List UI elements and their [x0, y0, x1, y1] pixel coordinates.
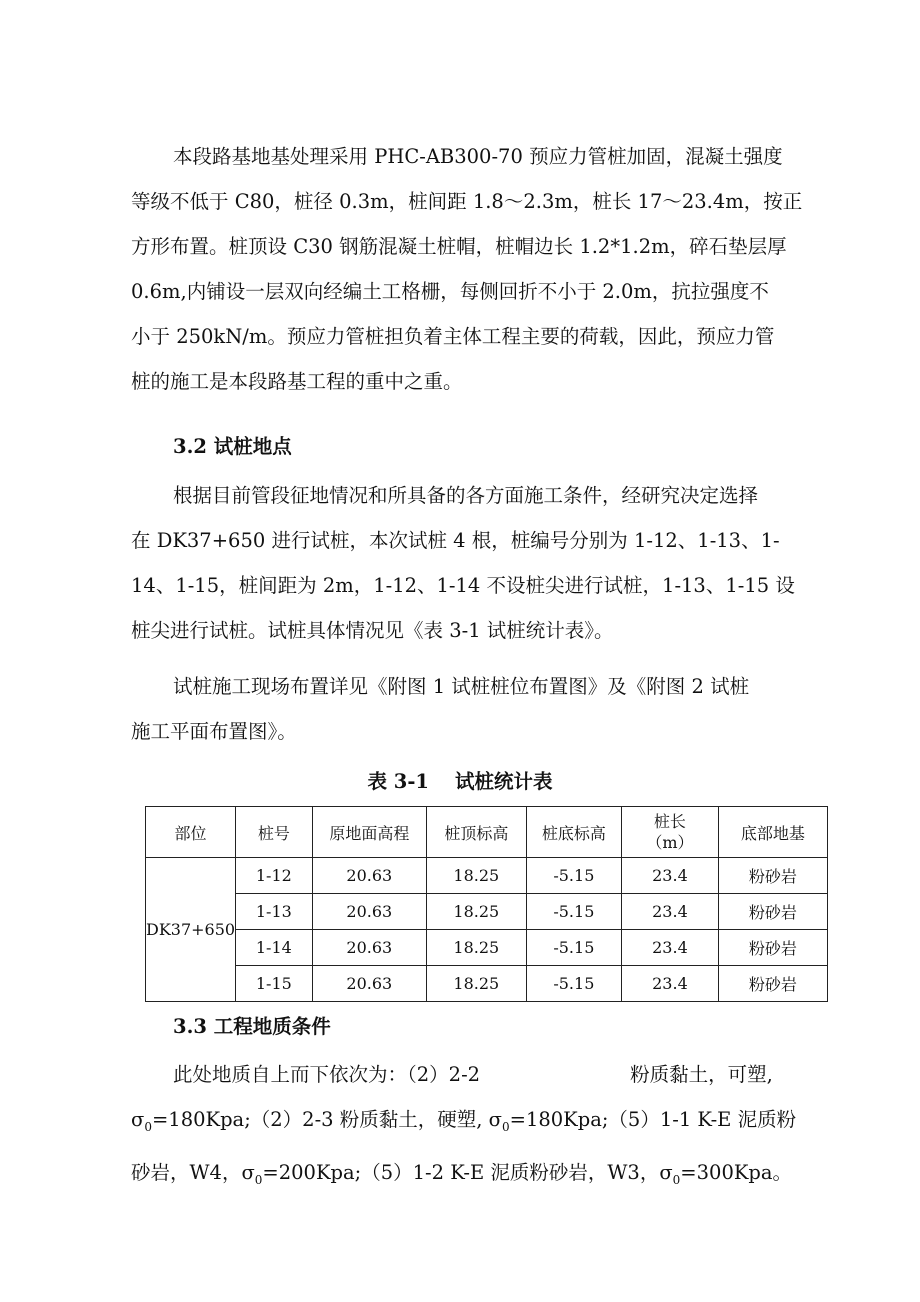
header-bottom-elevation: 桩底标高	[526, 807, 622, 858]
intro-line: 等级不低于 C80，桩径 0.3m，桩间距 1.8～2.3m，桩长 17～23.4m，按正	[131, 190, 803, 213]
cell-bottom: -5.15	[526, 858, 622, 894]
paragraph-line: 在 DK37+650 进行试桩，本次试桩 4 根，桩编号分别为 1-12、1-13、1-	[131, 529, 780, 552]
pile-statistics-table	[145, 806, 828, 1002]
sigma-symbol: σ	[488, 1108, 502, 1131]
table-row	[146, 858, 828, 894]
intro-line: 小于 250kN/m。预应力管桩担负着主体工程主要的荷载，因此，预应力管	[131, 325, 775, 348]
geology-paragraph	[131, 1052, 831, 1203]
header-location: 部位	[146, 807, 236, 858]
paragraph-line: 14、1-15，桩间距为 2m，1-12、1-14 不设桩尖进行试桩，1-13、1-15 设	[131, 574, 795, 597]
table-caption	[0, 767, 920, 797]
intro-paragraph	[131, 134, 831, 404]
cell-length: 23.4	[622, 858, 719, 894]
table-row	[146, 930, 828, 966]
paragraph-line	[131, 1150, 831, 1203]
header-pile-no: 桩号	[236, 807, 313, 858]
cell-base: 粉砂岩	[718, 894, 827, 930]
cell-top: 18.25	[427, 930, 527, 966]
section-3-2-paragraph	[131, 473, 831, 653]
cell-pile-no: 1-15	[236, 966, 313, 1002]
section-heading-3-3: 3.3 工程地质条件	[173, 1015, 331, 1038]
cell-ground: 20.63	[312, 858, 426, 894]
cell-top: 18.25	[427, 858, 527, 894]
cell-base: 粉砂岩	[718, 966, 827, 1002]
section-heading-3-2: 3.2 试桩地点	[173, 435, 292, 458]
paragraph-line: 桩尖进行试桩。试桩具体情况见《表 3-1 试桩统计表》。	[131, 619, 614, 642]
cell-pile-no: 1-12	[236, 858, 313, 894]
sigma-symbol: σ	[659, 1160, 673, 1184]
cell-bottom: -5.15	[526, 930, 622, 966]
cell-pile-no: 1-14	[236, 930, 313, 966]
cell-top: 18.25	[427, 966, 527, 1002]
geology-text: 粉质黏土，可塑,	[630, 1063, 773, 1086]
cell-ground: 20.63	[312, 894, 426, 930]
subscript: 0	[672, 1172, 681, 1187]
table-header-row	[146, 807, 828, 858]
cell-location: DK37+650	[146, 858, 236, 1002]
subscript: 0	[501, 1119, 510, 1134]
cell-length: 23.4	[622, 966, 719, 1002]
table-title: 试桩统计表	[455, 770, 553, 793]
header-pile-length	[622, 807, 719, 858]
table-number: 表 3-1	[367, 770, 429, 793]
header-pile-length-unit: （m）	[646, 833, 694, 852]
intro-line: 本段路基地基处理采用 PHC-AB300-70 预应力管桩加固，混凝土强度	[173, 145, 783, 168]
subscript: 0	[254, 1172, 263, 1187]
header-base-foundation: 底部地基	[718, 807, 827, 858]
cell-bottom: -5.15	[526, 966, 622, 1002]
geology-text: 砂岩，W4，	[131, 1160, 242, 1184]
cell-pile-no: 1-13	[236, 894, 313, 930]
table-row	[146, 966, 828, 1002]
paragraph-line: 施工平面布置图》。	[131, 720, 297, 743]
cell-ground: 20.63	[312, 966, 426, 1002]
geology-text: =300Kpa。	[680, 1160, 793, 1184]
header-top-elevation: 桩顶标高	[427, 807, 527, 858]
cell-ground: 20.63	[312, 930, 426, 966]
geology-text: =180Kpa;（2）2-3 粉质黏土，硬塑,	[151, 1108, 489, 1131]
intro-line: 0.6m,内铺设一层双向经编土工格栅，每侧回折不小于 2.0m，抗拉强度不	[131, 280, 769, 303]
geology-text: 此处地质自上而下依次为：（2）2-2	[173, 1063, 481, 1086]
table-row	[146, 894, 828, 930]
cell-length: 23.4	[622, 894, 719, 930]
geology-text: =180Kpa;（5）1-1 K-E 泥质粉	[509, 1108, 797, 1131]
header-pile-length-label: 桩长	[653, 812, 686, 831]
sigma-symbol: σ	[131, 1108, 145, 1131]
cell-base: 粉砂岩	[718, 858, 827, 894]
cell-base: 粉砂岩	[718, 930, 827, 966]
cell-top: 18.25	[427, 894, 527, 930]
paragraph-line	[131, 1097, 831, 1150]
cell-bottom: -5.15	[526, 894, 622, 930]
intro-line: 桩的施工是本段路基工程的重中之重。	[131, 370, 463, 393]
paragraph-line: 根据目前管段征地情况和所具备的各方面施工条件，经研究决定选择	[173, 484, 759, 507]
cell-length: 23.4	[622, 930, 719, 966]
layout-reference-paragraph	[131, 664, 831, 754]
geology-text: =200Kpa;（5）1-2 K-E 泥质粉砂岩，W3，	[262, 1160, 660, 1184]
header-ground-elevation: 原地面高程	[312, 807, 426, 858]
intro-line: 方形布置。桩顶设 C30 钢筋混凝土桩帽，桩帽边长 1.2*1.2m，碎石垫层厚	[131, 235, 787, 258]
paragraph-line	[131, 1052, 831, 1097]
sigma-symbol: σ	[241, 1160, 255, 1184]
subscript: 0	[144, 1119, 152, 1134]
paragraph-line: 试桩施工现场布置详见《附图 1 试桩桩位布置图》及《附图 2 试桩	[173, 675, 750, 698]
